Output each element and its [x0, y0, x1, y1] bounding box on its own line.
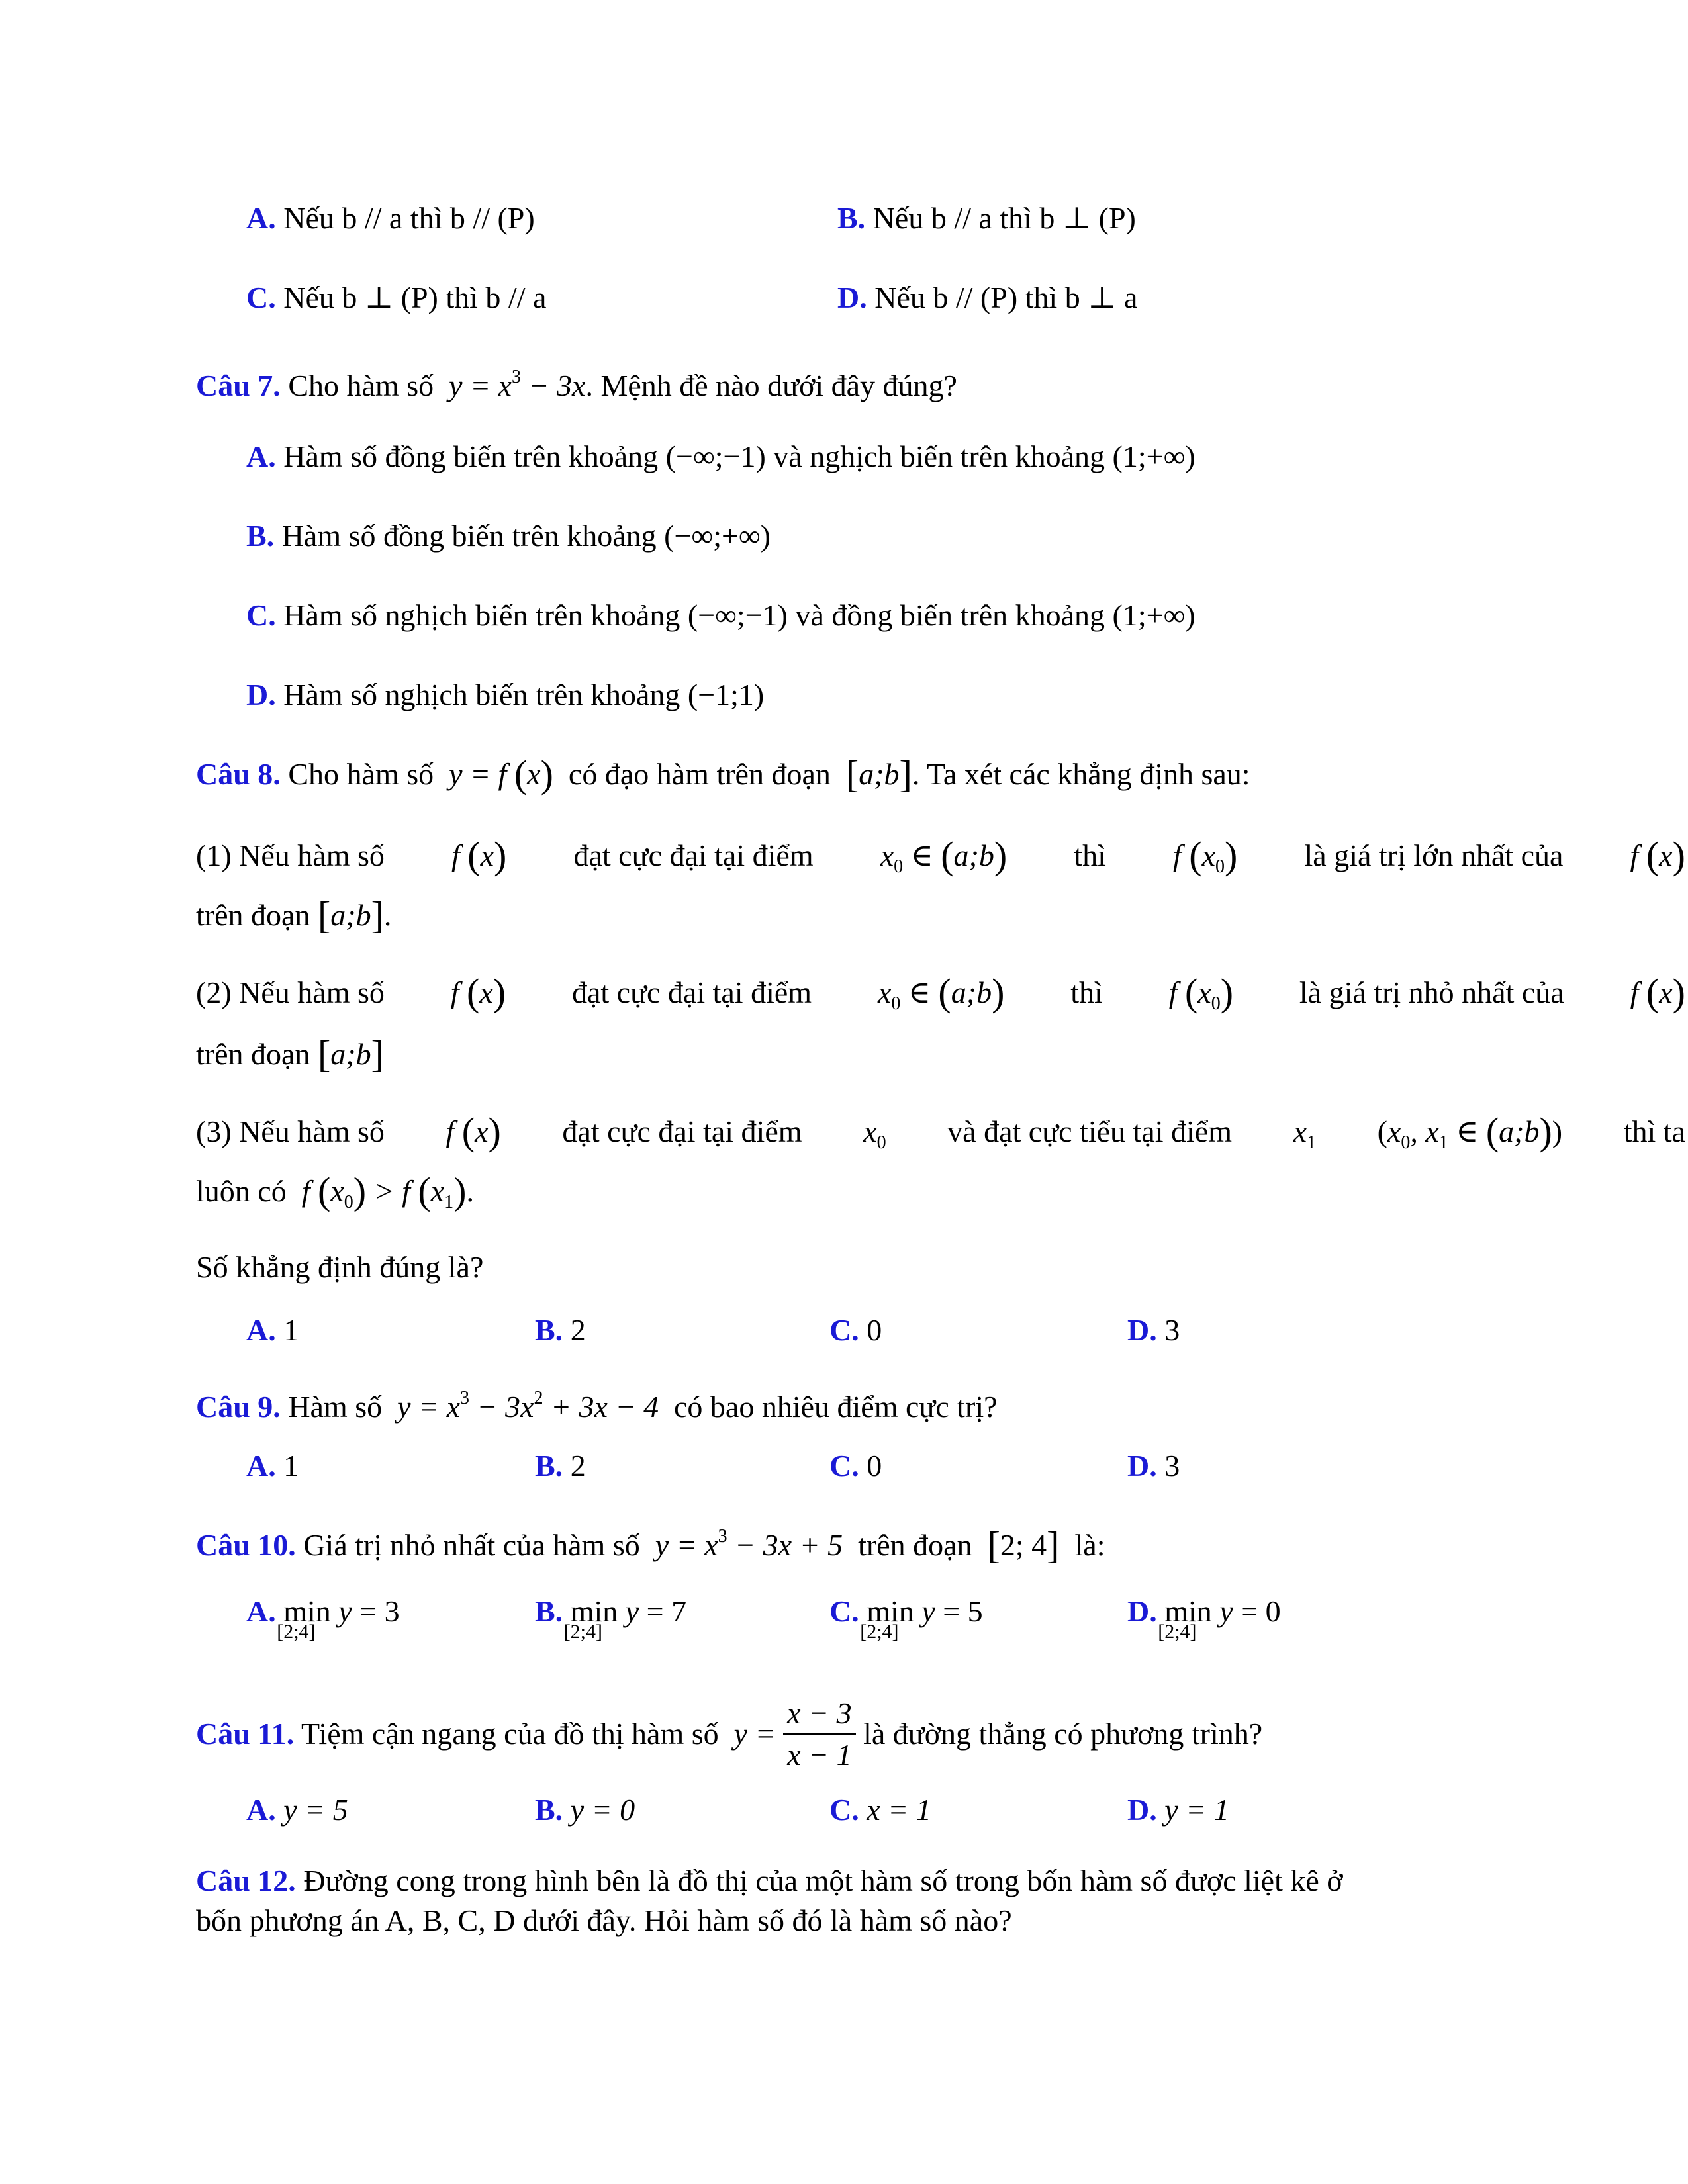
- q6-option-c-text: Nếu b ⊥ (P) thì b // a: [283, 281, 547, 314]
- q10-answer-a[interactable]: A. min [2;4] y = 3: [246, 1594, 400, 1643]
- q10-answer-c[interactable]: C. min [2;4] y = 5: [829, 1594, 983, 1643]
- q9-answer-b[interactable]: B. 2: [535, 1449, 586, 1482]
- q6-option-a-text: Nếu b // a thì b // (P): [283, 201, 535, 235]
- q11-answer-c[interactable]: C. x = 1: [829, 1793, 931, 1827]
- q9-answer-c[interactable]: C. 0: [829, 1449, 882, 1482]
- q8-stem: Câu 8. Cho hàm số y = f (x) có đạo hàm trên đoạn [a;b]. Ta xét các khẳng định sau:: [196, 752, 1250, 796]
- q11-answer-d[interactable]: D. y = 1: [1127, 1793, 1229, 1827]
- q10-stem: Câu 10. Giá trị nhỏ nhất của hàm số $y = x^3 - 3x + 5$ trên đoạn [2; 4] là:: [196, 1524, 1105, 1567]
- q7-option-a[interactable]: A. Hàm số đồng biến trên khoảng (−∞;−1) và nghịch biến trên khoảng (1;+∞): [246, 439, 1196, 473]
- q8-statement-3-cont: luôn có f $(x_0) > f$ $(x_1)$.: [196, 1169, 474, 1212]
- q8-answer-b[interactable]: B. 2: [535, 1313, 586, 1347]
- q7-option-b[interactable]: B. Hàm số đồng biến trên khoảng (−∞;+∞): [246, 519, 771, 553]
- q8-question: Số khẳng định đúng là?: [196, 1250, 484, 1284]
- q8-statement-3: (3) Nếu hàm số f (x) đạt cực đại tại điểm $x_0$ và đạt cực tiểu tại điểm $x_1$ ($x_0$, $x_1$ ∈ (a;b)) thì ta: [196, 1110, 1685, 1153]
- q12-label: Câu 12.: [196, 1864, 296, 1897]
- q8-statement-1-cont: trên đoạn [a;b].: [196, 893, 392, 936]
- q6-option-b-text: Nếu b // a thì b ⊥ (P): [872, 201, 1136, 235]
- q8-label: Câu 8.: [196, 757, 281, 791]
- q12-stem: Câu 12. Đường cong trong hình bên là đồ thị của một hàm số trong bốn hàm số được liệt kê ở: [196, 1864, 1343, 1897]
- q9-stem: Câu 9. Hàm số $y = x^3 - 3x^2 + 3x - 4$ có bao nhiêu điểm cực trị?: [196, 1388, 998, 1424]
- q11-fraction: $\frac{x - 3}{x - 1}$: [783, 1695, 855, 1774]
- q8-answer-a[interactable]: A. 1: [246, 1313, 299, 1347]
- q7-option-c[interactable]: C. Hàm số nghịch biến trên khoảng (−∞;−1) và đồng biến trên khoảng (1;+∞): [246, 598, 1196, 632]
- q7-function: $y = x^3 - 3x$: [449, 367, 586, 402]
- q10-answer-b[interactable]: B. min [2;4] y = 7: [535, 1594, 687, 1643]
- q10-answer-d[interactable]: D. min [2;4] y = 0: [1127, 1594, 1281, 1643]
- q11-answer-a[interactable]: A. y = 5: [246, 1793, 348, 1827]
- q8-statement-2-cont: trên đoạn [a;b]: [196, 1032, 384, 1075]
- q6-option-c[interactable]: C. Nếu b ⊥ (P) thì b // a: [246, 281, 547, 314]
- q8-answer-d[interactable]: D. 3: [1127, 1313, 1180, 1347]
- q7-option-d[interactable]: D. Hàm số nghịch biến trên khoảng (−1;1): [246, 678, 765, 711]
- q8-statement-1: (1) Nếu hàm số f (x) đạt cực đại tại điểm $x_0$ ∈ (a;b) thì f $(x_0)$ là giá trị lớn nhất của f (x): [196, 834, 1685, 877]
- q8-statement-2: (2) Nếu hàm số f (x) đạt cực đại tại điểm $x_0$ ∈ (a;b) thì f $(x_0)$ là giá trị nhỏ nhất của f (x): [196, 971, 1685, 1014]
- q9-answer-d[interactable]: D. 3: [1127, 1449, 1180, 1482]
- q12-stem-cont: bốn phương án A, B, C, D dưới đây. Hỏi hàm số đó là hàm số nào?: [196, 1903, 1012, 1937]
- q11-label: Câu 11.: [196, 1717, 295, 1751]
- q11-stem: Câu 11. Tiệm cận ngang của đồ thị hàm số y = $\frac{x - 3}{x - 1}$ là đường thẳng có phương trình?: [196, 1698, 1262, 1776]
- q11-answer-b[interactable]: B. y = 0: [535, 1793, 635, 1827]
- q9-answer-a[interactable]: A. 1: [246, 1449, 299, 1482]
- q8-answer-c[interactable]: C. 0: [829, 1313, 882, 1347]
- q7-stem: Câu 7. Cho hàm số $y = x^3 - 3x$. Mệnh đề nào dưới đây đúng?: [196, 367, 957, 402]
- q6-option-d[interactable]: D. Nếu b // (P) thì b ⊥ a: [837, 281, 1138, 314]
- q10-label: Câu 10.: [196, 1528, 296, 1562]
- q6-option-d-text: Nếu b // (P) thì b ⊥ a: [874, 281, 1138, 314]
- q9-label: Câu 9.: [196, 1390, 281, 1424]
- q7-label: Câu 7.: [196, 369, 281, 402]
- q6-option-b[interactable]: B. Nếu b // a thì b ⊥ (P): [837, 201, 1136, 235]
- q6-option-a[interactable]: A. Nếu b // a thì b // (P): [246, 201, 535, 235]
